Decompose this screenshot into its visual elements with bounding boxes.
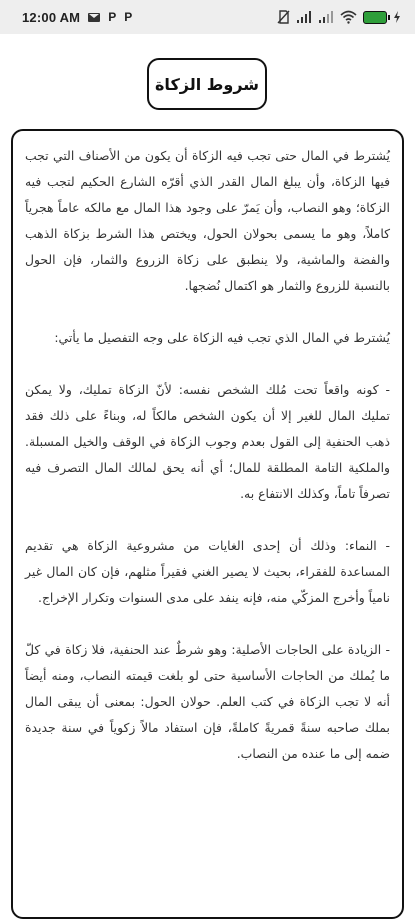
paragraph-4: - النماء: وذلك أن إحدى الغايات من مشروعية الزكاة هي تقديم المساعدة للفقراء، بحيث لا يصير الغني فقيراً مثلهم، فإن كان المال غير نامياً وأخرج المزكّي منه، فإنه ينفد على مدى السنوات وتكرار الإخراج.: [25, 538, 390, 605]
content-text-box[interactable]: [11, 129, 404, 919]
page-title: شروط الزكاة: [147, 58, 267, 110]
paragraph-5: - الزيادة على الحاجات الأصلية: وهو شرطٌ عند الحنفية، فلا زكاة في كلّ ما يُملك من الحاجات الأساسية حتى لو بلغت قيمته النصاب، ومنه أيضاً أنه لا تجب الزكاة في كتب العلم. حولان الحول: بمعنى أن يبقى المال بملك صاحبه سنةً قمريةً كاملةً، فإن استفاد مالاً زكوياً في سنة جديدة ضمه إلى ما عنده من النصاب.: [25, 642, 390, 761]
paragraph-3: - كونه واقعاً تحت مُلك الشخص نفسه: لأنّ الزكاة تمليك، ولا يمكن تمليك المال للغير إلا أن يكون الشخص مالكاً له، وبناءً على ذلك فقد ذهب الحنفية إلى القول بعدم وجوب الزكاة في الوقف والخيل المسبلة. والملكية التامة المطلقة للمال؛ أي أنه يحق لمالك المال التصرف فيه تصرفاً تاماً، وكذلك الانتفاع به.: [25, 382, 390, 501]
wifi-icon: [340, 10, 357, 24]
status-bar: [0, 0, 415, 34]
signal-icon-2: [318, 10, 334, 24]
charging-icon: [393, 11, 401, 23]
mail-notification-icon: [88, 13, 100, 22]
signal-icon: [296, 10, 312, 24]
clock: 12:00 AM: [22, 9, 81, 25]
paragraph-1: يُشترط في المال حتى تجب فيه الزكاة أن يكون من الأصناف التي تجب فيها الزكاة، وأن يبلغ المال القدر الذي أقرّه الشارع الحكيم لتجب فيه الزكاة؛ وهو النصاب، وأن يَمرّ على وجود هذا المال مع مالكه عاماً هجرياً كاملاً، وهو ما يسمى بحولان الحول، ويختص هذا الشرط بزكاة الذهب والفضة والماشية، ولا ينطبق على زكاة الزروع والثمار، فإن الحول بالنسبة للزروع والثمار هو اكتمال نُضجها.: [25, 148, 390, 293]
status-right: [276, 10, 401, 24]
no-sim-icon: [276, 10, 290, 24]
battery-icon: [363, 11, 387, 24]
paragraph-2: يُشترط في المال الذي تجب فيه الزكاة على وجه التفصيل ما يأتي:: [54, 330, 390, 345]
status-left: [22, 10, 132, 25]
p-notification-icon-2: P: [124, 10, 133, 24]
p-notification-icon: P: [108, 10, 117, 24]
